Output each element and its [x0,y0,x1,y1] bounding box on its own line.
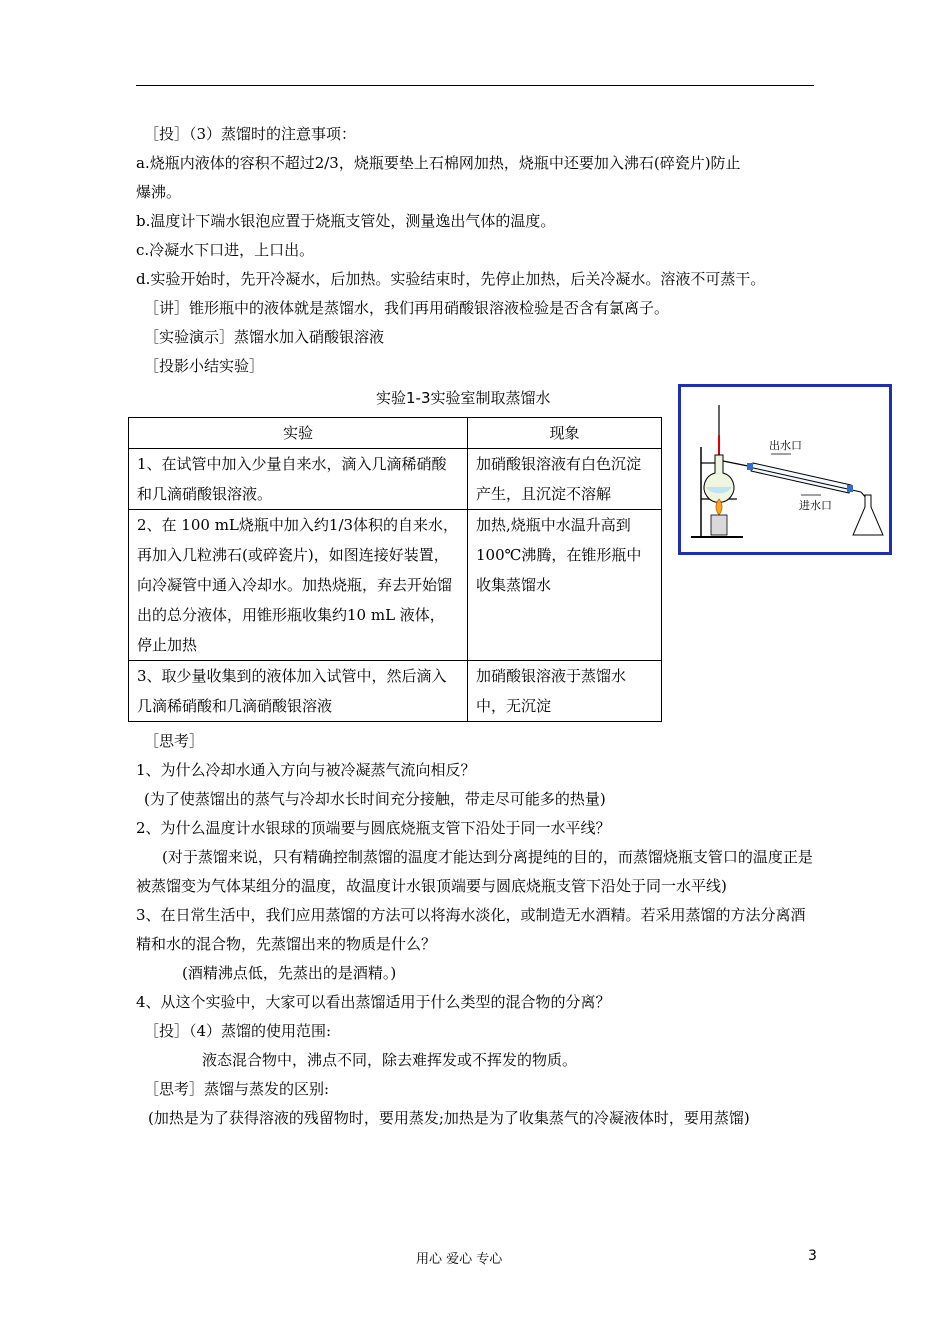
text-line: ［思考］ [144,732,205,750]
table-row [129,449,662,510]
footer-motto: 用心 爱心 专心 [416,1252,503,1267]
question: 1、为什么冷却水通入方向与被冷凝蒸气流向相反？ [136,761,476,779]
table-row [129,661,662,722]
inlet-label: 进水口 [799,499,832,512]
question: 2、为什么温度计水银球的顶端要与圆底烧瓶支管下沿处于同一水平线？ [136,819,611,837]
notes-bottom [136,727,816,1133]
answer: (酒精沸点低，先蒸出的是酒精。) [182,964,397,982]
page-number: 3 [808,1248,817,1264]
cell-experiment: 3、取少量收集到的液体加入试管中，然后滴入几滴稀硝酸和几滴硝酸银溶液 [129,661,468,722]
table-caption: 实验1-3实验室制取蒸馏水 [376,389,551,407]
text-line: ［讲］锥形瓶中的液体就是蒸馏水，我们再用硝酸银溶液检验是否含有氯离子。 [144,299,670,317]
distillation-apparatus-figure [678,384,892,555]
table-row [129,510,662,661]
text-line: ［投］（3）蒸馏时的注意事项： [144,125,357,143]
text-line: 液态混合物中，沸点不同，除去难挥发或不挥发的物质。 [202,1051,578,1069]
header-rule [136,85,814,86]
text-line: ［思考］蒸馏与蒸发的区别: [144,1080,330,1098]
cell-phenomenon: 加热,烧瓶中水温升高到100℃沸腾，在锥形瓶中收集蒸馏水 [468,510,662,661]
text-line: a.烧瓶内液体的容积不超过2/3，烧瓶要垫上石棉网加热，烧瓶中还要加入沸石(碎瓷片)防止 [136,154,741,172]
answer: (加热是为了获得溶液的残留物时，要用蒸发;加热是为了收集蒸气的冷凝液体时，要用蒸馏) [148,1109,750,1127]
text-line: ［投影小结实验］ [144,357,265,375]
cell-experiment: 1、在试管中加入少量自来水，滴入几滴稀硝酸和几滴硝酸银溶液。 [129,449,468,510]
question: 4、从这个实验中，大家可以看出蒸馏适用于什么类型的混合物的分离？ [136,993,611,1011]
text-line: d.实验开始时，先开冷凝水，后加热。实验结束时，先停止加热，后关冷凝水。溶液不可蒸干。 [136,270,766,288]
outlet-label: 出水口 [769,439,802,452]
table-header-row [129,418,662,449]
cell-phenomenon: 加硝酸银溶液于蒸馏水中，无沉淀 [468,661,662,722]
distillation-apparatus-drawing [681,387,889,552]
cell-phenomenon: 加硝酸银溶液有白色沉淀产生，且沉淀不溶解 [468,449,662,510]
notes-top [136,120,816,381]
experiment-table [128,417,662,722]
answer: (为了使蒸馏出的蒸气与冷却水长时间充分接触，带走尽可能多的热量) [144,790,606,808]
header-experiment: 实验 [129,418,468,449]
header-phenomenon: 现象 [468,418,662,449]
text-line: 爆沸。 [136,183,182,201]
text-line: c.冷凝水下口进，上口出。 [136,241,315,259]
text-line: ［投］（4）蒸馏的使用范围: [144,1022,332,1040]
question: 3、在日常生活中，我们应用蒸馏的方法可以将海水淡化，或制造无水酒精。若采用蒸馏的方法分离酒精和水的混合物，先蒸馏出来的物质是什么？ [136,906,806,953]
text-line: ［实验演示］蒸馏水加入硝酸银溶液 [144,328,385,346]
text-line: b.温度计下端水银泡应置于烧瓶支管处，测量逸出气体的温度。 [136,212,556,230]
cell-experiment: 2、在 100 mL烧瓶中加入约1/3体积的自来水，再加入几粒沸石(或碎瓷片)，如图连接好装置，向冷凝管中通入冷却水。加热烧瓶，弃去开始馏出的总分液体，用锥形瓶收集约10 mL 液体，停止加热 [129,510,468,661]
answer: (对于蒸馏来说，只有精确控制蒸馏的温度才能达到分离提纯的目的，而蒸馏烧瓶支管口的温度正是被蒸馏变为气体某组分的温度，故温度计水银顶端要与圆底烧瓶支管下沿处于同一水平线) [136,848,813,895]
